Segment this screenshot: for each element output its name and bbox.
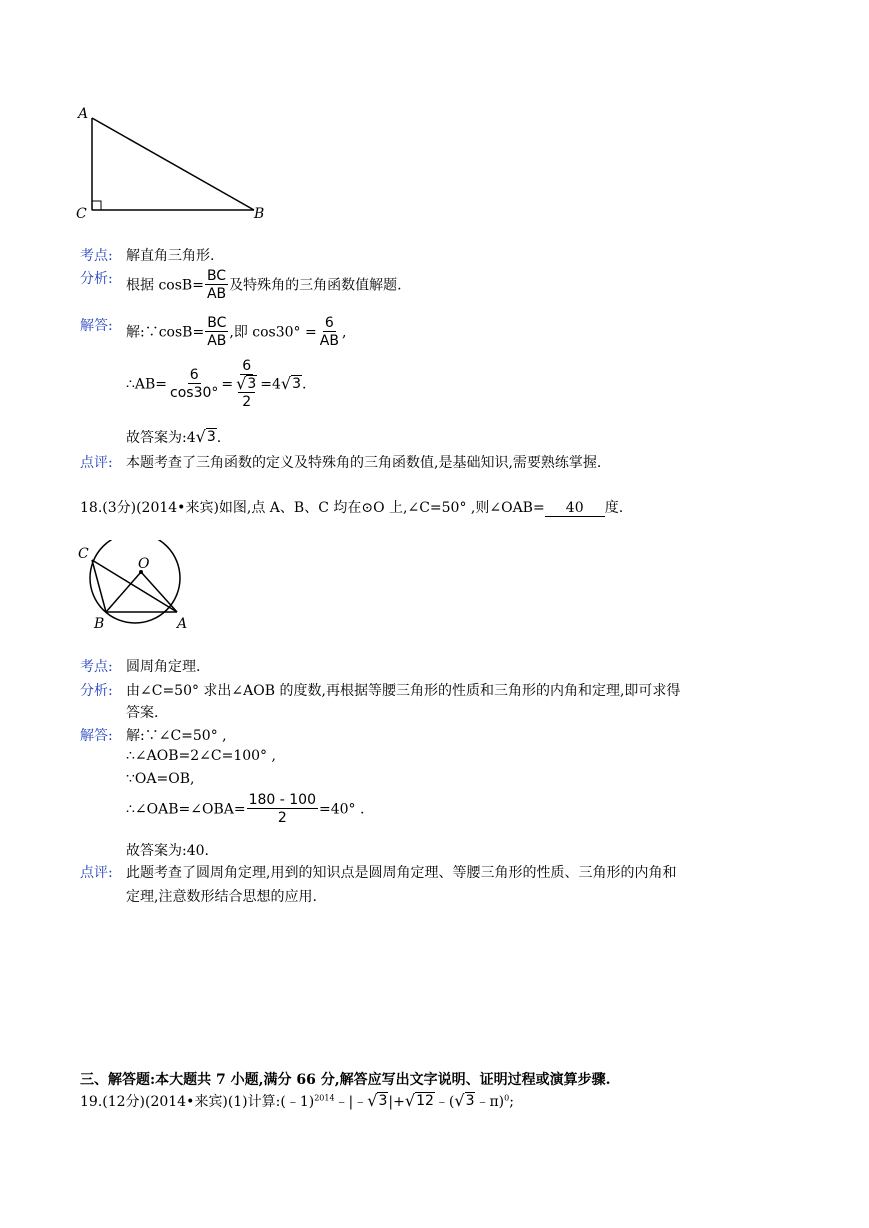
q18-kaodian-tag: 考点: <box>80 659 113 675</box>
q17-kaodian-text: 解直角三角形. <box>126 248 215 264</box>
vertex-a-label: A <box>78 106 89 122</box>
radical-sign: √ <box>454 1091 465 1110</box>
q17-fenxi-post: 及特殊角的三角函数值解题. <box>229 277 402 294</box>
q17-l2-fraction1 <box>168 367 220 402</box>
q18-jieda-line3: ∵OA=OB, <box>126 771 195 787</box>
sqrt-expression <box>405 1092 435 1109</box>
q19-mid1: ﹣|﹣ <box>334 1094 368 1110</box>
q18-dianping-tag: 点评: <box>80 865 113 881</box>
fraction-numerator: 6 <box>324 315 334 331</box>
q18-jieda-line5: 故答案为:40. <box>126 843 209 859</box>
circle-o <box>90 540 180 623</box>
right-angle-mark <box>92 201 101 210</box>
point-a-label: A <box>177 616 188 632</box>
radicand: 3 <box>206 429 216 445</box>
q17-l1-fraction1 <box>205 315 228 350</box>
vertex-b-label: B <box>254 206 265 222</box>
q17-dianping-text: 本题考查了三角函数的定义及特殊角的三角函数值,是基础知识,需要熟练掌握. <box>126 455 602 471</box>
q17-jieda-tag: 解答: <box>80 318 113 334</box>
q19-pre: 19.(12分)(2014•来宾)(1)计算:(﹣1) <box>80 1094 315 1110</box>
radicand: 3 <box>292 375 302 392</box>
sqrt-expression <box>196 428 217 445</box>
segment-ob <box>106 572 141 612</box>
section3-heading: 三、解答题:本大题共 7 小题,满分 66 分,解答应写出文字说明、证明过程或演算步骤. <box>80 1072 611 1088</box>
q18-jieda-line2: ∴∠AOB=2∠C=100° , <box>126 748 276 764</box>
q17-fenxi-pre: 根据 cosB= <box>126 277 204 294</box>
q17-fenxi-tag: 分析: <box>80 271 113 287</box>
q18-fenxi-line2: 答案. <box>126 705 159 721</box>
q18-fenxi-tag: 分析: <box>80 683 113 699</box>
fraction-denominator: AB <box>319 333 339 349</box>
q17-fenxi-line <box>126 268 402 303</box>
q17-l2-eq2: =4 <box>260 376 281 393</box>
point-b-label: B <box>94 616 105 632</box>
radical-sign: √ <box>367 1091 378 1110</box>
circle-figure <box>72 540 202 635</box>
q18-jieda-line1: 解:∵∠C=50° , <box>126 728 227 744</box>
q18-stem-pre: 18.(3分)(2014•来宾)如图,点 A、B、C 均在⊙O 上,∠C=50° ,则∠OAB= <box>80 500 545 516</box>
fraction-numerator: BC <box>207 315 227 331</box>
fraction-denominator <box>234 375 259 411</box>
q19-exponent: 2014 <box>314 1093 335 1103</box>
q17-l1-mid: ,即 cos30° = <box>229 324 317 341</box>
q17-fenxi-fraction <box>205 268 228 303</box>
radicand: 12 <box>416 1093 434 1109</box>
q17-l2-fraction2 <box>234 358 259 411</box>
radicand: 3 <box>247 376 257 392</box>
radical-sign: √ <box>280 373 292 393</box>
q17-l1-post: , <box>341 324 347 341</box>
q17-dianping-tag: 点评: <box>80 455 113 471</box>
segment-ca <box>92 560 177 612</box>
fraction-numerator: 180 - 100 <box>248 792 316 808</box>
q17-kaodian-tag: 考点: <box>80 248 113 264</box>
sqrt-expression <box>236 375 257 392</box>
q19-mid3: ﹣( <box>434 1094 455 1110</box>
q17-l2-eq: = <box>221 376 234 393</box>
radical-sign: √ <box>236 374 247 393</box>
q17-l1-fraction2 <box>318 315 341 350</box>
q18-jieda-tag: 解答: <box>80 728 113 744</box>
q18-j4-pre: ∴∠OAB=∠OBA= <box>126 801 246 818</box>
q17-jieda-line2 <box>126 358 307 411</box>
q17-l3-pre: 故答案为:4 <box>126 430 196 446</box>
sqrt-expression <box>281 375 302 392</box>
q18-jieda-line4 <box>126 792 364 827</box>
vertex-c-label: C <box>76 206 87 222</box>
q18-j4-post: =40° . <box>319 801 365 818</box>
q19-post: ; <box>509 1094 514 1110</box>
segment-oa <box>141 572 177 612</box>
radical-sign: √ <box>195 427 206 446</box>
q18-fenxi-line1: 由∠C=50° 求出∠AOB 的度数,再根据等腰三角形的性质和三角形的内角和定理,即可求得 <box>126 683 681 699</box>
radicand: 3 <box>465 1093 475 1109</box>
inner-denominator: 2 <box>238 392 255 411</box>
fraction-denominator: AB <box>206 286 227 302</box>
fraction-numerator: 6 <box>189 367 199 383</box>
q18-answer-blank: 40 <box>545 500 605 517</box>
fraction-numerator: 6 <box>242 358 252 374</box>
fraction-denominator: cos30° <box>170 385 219 401</box>
q17-l2-pre: ∴AB= <box>126 376 168 393</box>
right-triangle-figure <box>70 100 280 225</box>
q18-kaodian-text: 圆周角定理. <box>126 659 201 675</box>
q17-jieda-line1 <box>126 315 346 350</box>
q17-l2-post: . <box>302 376 307 393</box>
q18-j4-fraction <box>247 792 318 827</box>
sqrt-expression <box>367 1092 388 1109</box>
fraction-denominator: 2 <box>277 810 287 826</box>
q17-l3-post: . <box>216 430 222 446</box>
q19-exponent2: 0 <box>504 1093 510 1103</box>
q19-mid2: |+ <box>388 1094 405 1110</box>
point-o-label: O <box>138 556 150 572</box>
q19-mid4: ﹣π) <box>475 1094 505 1110</box>
fraction-denominator: AB <box>207 333 227 349</box>
q17-jieda-line3 <box>126 427 221 447</box>
q18-dianping-line2: 定理,注意数形结合思想的应用. <box>126 889 317 905</box>
fraction-numerator: BC <box>206 268 227 284</box>
side-ab <box>92 118 254 210</box>
point-c-label: C <box>78 546 89 562</box>
q19-stem <box>80 1091 514 1111</box>
radical-sign: √ <box>404 1091 416 1110</box>
q18-stem <box>80 497 623 517</box>
radicand: 3 <box>378 1093 388 1109</box>
q18-stem-post: 度. <box>604 500 624 516</box>
sqrt-expression <box>454 1092 475 1109</box>
q17-l1-pre: 解:∵cosB= <box>126 324 205 341</box>
q18-dianping-line1: 此题考查了圆周角定理,用到的知识点是圆周角定理、等腰三角形的性质、三角形的内角和 <box>126 865 677 881</box>
